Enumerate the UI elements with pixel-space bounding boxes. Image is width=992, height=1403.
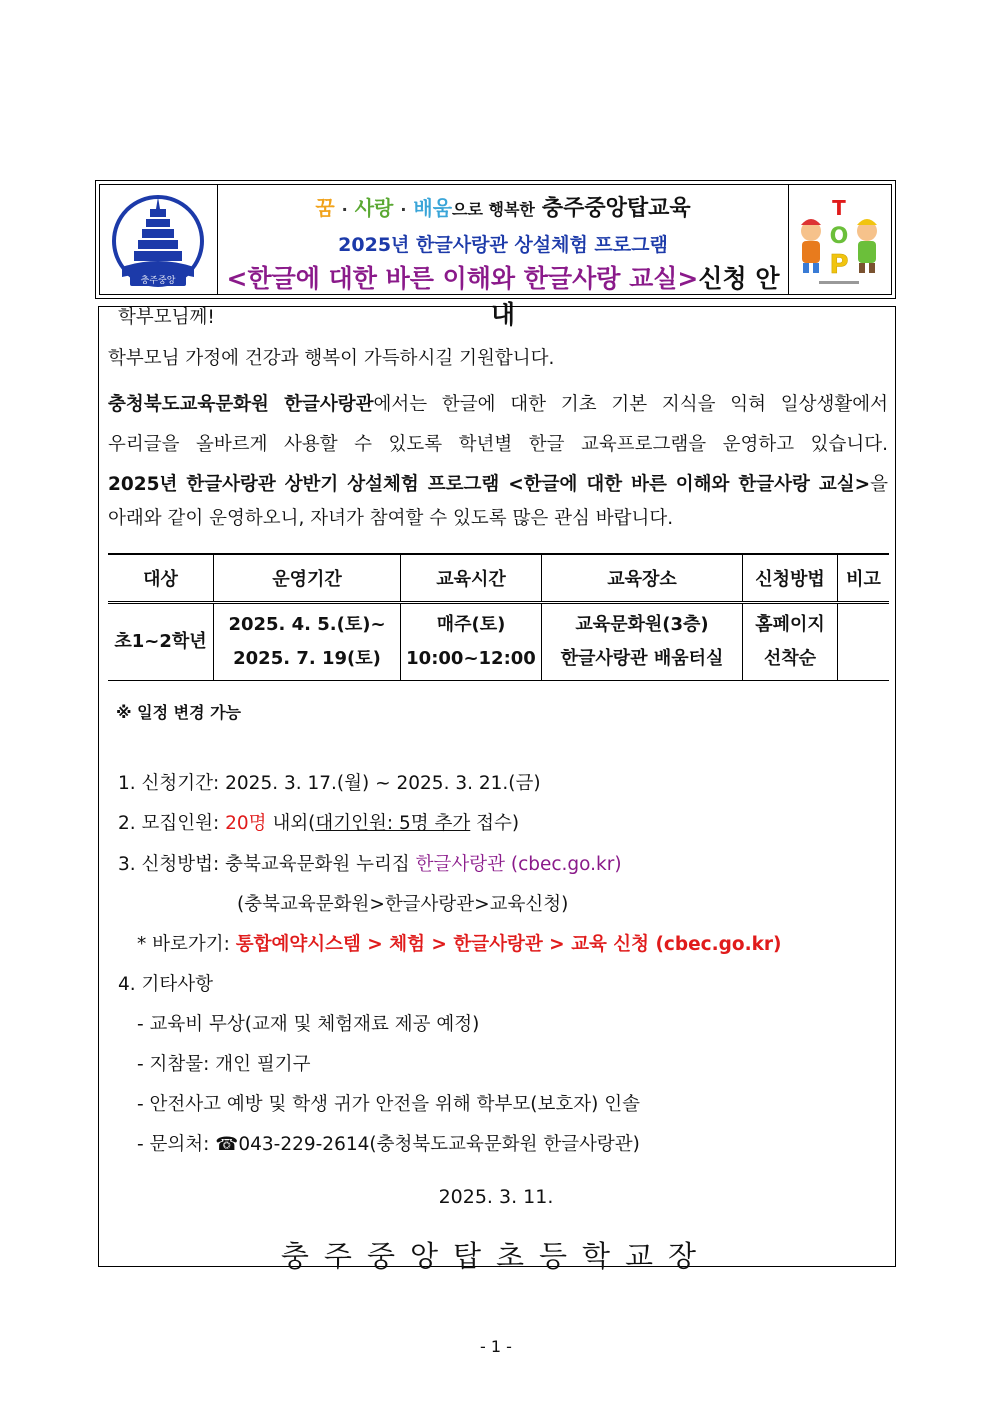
shortcut-label: * 바로가기: [137,934,236,955]
motto-dot: · [341,200,348,219]
signature: 충주중앙탑초등학교장 [280,1239,712,1273]
motto-line [218,191,788,222]
top-logo-cell [789,185,891,294]
letter-line-5: 아래와 같이 운영하오니, 자녀가 참여할 수 있도록 많은 관심 바랍니다. [108,508,674,529]
schedule-notice: ※ 일정 변경 가능 [116,703,242,722]
letter-line-2 [108,390,888,416]
cell-place [542,603,743,681]
col-place: 교육장소 [542,554,743,603]
method-order: 선착순 [763,648,817,669]
page-number: - 1 - [480,1337,512,1356]
item-etc: 4. 기타사항 [118,974,214,995]
cell-period [214,603,401,681]
place-building: 교육문화원(3층) [575,614,709,635]
motto-love: 사랑 [354,196,394,220]
capacity-label: 2. 모집인원: [118,813,226,834]
cell-method [743,603,838,681]
letter-line-1: 학부모님 가정에 건강과 행복이 가득하시길 기원합니다. [108,348,555,369]
etc-contact: - 문의처: ☎043-229-2614(충청북도교육문화원 한글사랑관) [137,1134,640,1155]
greeting: 학부모님께! [118,307,215,328]
item-period: 1. 신청기간: 2025. 3. 17.(월) ~ 2025. 3. 21.(금) [118,773,541,794]
letter-line-3: 우리글을 올바르게 사용할 수 있도록 학년별 한글 교육프로그램을 운영하고 있습니다. [108,434,888,455]
letter-line-2-bold: 충청북도교육문화원 한글사랑관 [108,394,374,415]
capacity-tail: 접수) [470,813,520,834]
col-period: 운영기간 [214,554,401,603]
capacity-text: 내외( [266,813,316,834]
place-room: 한글사랑관 배움터실 [560,648,724,669]
letter-line-2-rest: 에서는 한글에 대한 기초 기본 지식을 익혀 일상생활에서 [373,394,888,415]
method-path: (충북교육문화원>한글사랑관>교육신청) [237,894,569,915]
item-capacity [118,815,519,834]
schedule-table [108,553,889,681]
schedule-header-row [108,554,889,603]
top-letter-o: O [829,224,849,249]
period-start: 2025. 4. 5.(토)~ [228,614,386,635]
col-method: 신청방법 [743,554,838,603]
top-characters-icon [789,185,889,296]
top-letter-t: T [832,196,846,220]
period-end: 2025. 7. 19(토) [233,648,381,669]
motto-middle: 으로 행복한 [452,200,535,219]
shortcut-path[interactable]: 통합예약시스템 > 체험 > 한글사랑관 > 교육 신청 (cbec.go.kr) [235,934,782,955]
school-logo-cell [100,185,218,294]
col-time: 교육시간 [401,554,542,603]
motto-dot: · [400,200,407,219]
letter-line-4-rest: 을 [870,474,888,495]
cell-target: 초1~2학년 [108,603,214,681]
letter-line-4 [108,470,888,496]
time-hours: 10:00~12:00 [406,648,536,669]
title-suffix: 신청 안내 [490,264,780,329]
etc-safety: - 안전사고 예방 및 학생 귀가 안전을 위해 학부모(보호자) 인솔 [137,1094,640,1115]
etc-fee: - 교육비 무상(교재 및 체험재료 제공 예정) [137,1014,480,1035]
table-row [108,603,889,681]
header-title-cell [218,185,789,329]
logo-text: 충주중앙 [140,276,176,286]
col-note: 비고 [838,554,890,603]
col-target: 대상 [108,554,214,603]
time-day: 매주(토) [436,614,506,635]
motto-learning: 배움 [413,196,453,220]
title-main: <한글에 대한 바른 이해와 한글사랑 교실> [226,264,699,293]
etc-supplies: - 지참물: 개인 필기구 [137,1054,311,1075]
method-link[interactable]: 한글사랑관 (cbec.go.kr) [415,854,622,875]
item-method [118,856,622,875]
letter-line-4-bold: 2025년 한글사랑관 상반기 상설체험 프로그램 <한글에 대한 바른 이해와 한글사랑 교실> [108,474,871,495]
method-label: 3. 신청방법: 충북교육문화원 누리집 [118,854,416,875]
cell-note [838,603,890,681]
motto-school: 충주중앙탑교육 [541,196,691,221]
motto-dream: 꿈 [315,196,335,220]
document-date: 2025. 3. 11. [438,1186,554,1208]
capacity-count: 20명 [225,813,267,834]
top-letter-p: P [829,250,849,280]
shortcut-line [137,936,782,955]
cell-time [401,603,542,681]
capacity-waitlist: 대기인원: 5명 추가 [315,813,471,834]
pagoda-logo-icon [100,185,216,296]
program-title: 2025년 한글사랑관 상설체험 프로그램 [338,234,668,256]
method-channel: 홈페이지 [755,614,825,635]
